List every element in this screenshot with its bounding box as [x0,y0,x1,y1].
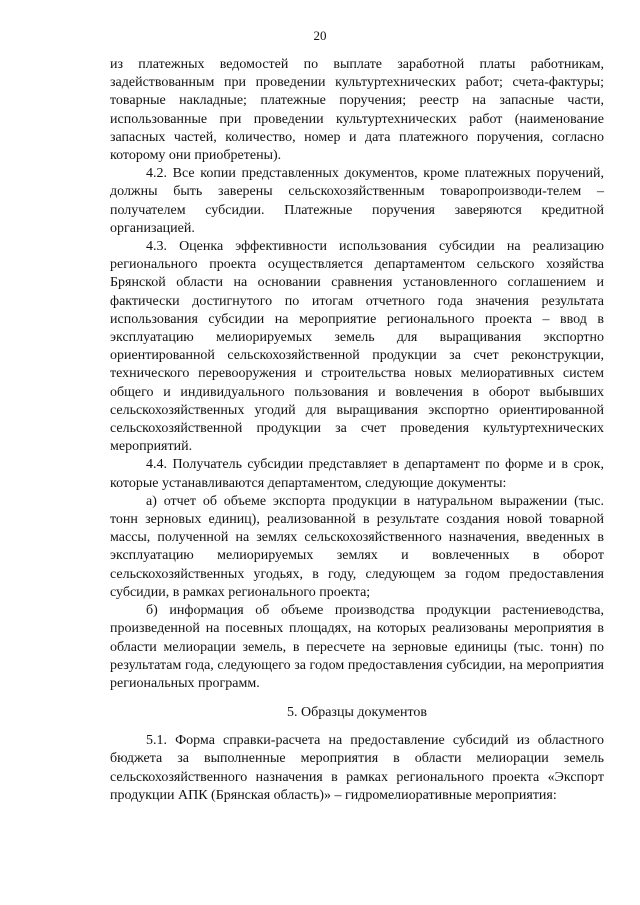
page-number: 20 [313,28,327,43]
paragraph-4-4-b: б) информация об объеме производства продукции растениеводства, произведенной на посевных площадях, на которых реализованы мероприятия в области мелиорации земель, в пересчете на зерновые единицы (тыс. тонн) по результатам года, следующего за годом предоставления субсидии, на мероприятия региональных программ. [110,603,604,691]
paragraph-4-2: 4.2. Все копии представленных документов, кроме платежных поручений, должны быть заверены сельскохозяйственным товаропроизводи-телем – получателем субсидии. Платежные поручения заверяются кредитной организацией. [110,166,604,236]
paragraph-continuation: из платежных ведомостей по выплате заработной платы работникам, задействованным при проведении культуртехнических работ; счета-фактуры; товарные накладные; платежные поручения; реестр на запасные части, использованные при проведении культуртехнических работ (наименование запасных частей, количество, номер и дата платежного поручения, согласно которому они приобретены). [110,57,604,164]
paragraph-5-1: 5.1. Форма справки-расчета на предоставление субсидий из областного бюджета за выполненные мероприятия в области мелиорации земель сельскохозяйственного назначения в рамках регионального проекта «Экспорт продукции АПК (Брянская область)» – гидромелиоративные мероприятия: [110,733,604,803]
paragraph-4-4: 4.4. Получатель субсидии представляет в департамент по форме и в срок, которые устанавливаются департаментом, следующие документы: [110,457,604,491]
document-body [110,56,604,805]
section-heading: 5. Образцы документов [286,705,428,721]
paragraph-4-3: 4.3. Оценка эффективности использования субсидии на реализацию регионального проекта осуществляется департаментом сельского хозяйства Брянской области на основании сравнения установленного соглашением и фактически достигнутого по итогам отчетного года значения результата использования субсидии на мероприятие регионального проекта – ввод в эксплуатацию мелиорируемых земель для выращивания экспортно ориентированной сельскохозяйственной продукции за счет реконструкции, технического перевооружения и строительства новых мелиоративных систем общего и индивидуального пользования и вовлечения в оборот выбывших сельскохозяйственных угодий для выращивания экспортно ориентированной сельскохозяйственной продукции за счет проведения культуртехнических мероприятий. [110,239,604,455]
paragraph-4-4-a: а) отчет об объеме экспорта продукции в натуральном выражении (тыс. тонн зерновых единиц), реализованной в результате создания новой товарной массы, полученной на землях сельскохозяйственного назначения, введенных в эксплуатацию мелиорируемых землях и вовлеченных в оборот сельскохозяйственных угодьях, в году, следующем за годом предоставления субсидии, в рамках регионального проекта; [110,493,604,600]
